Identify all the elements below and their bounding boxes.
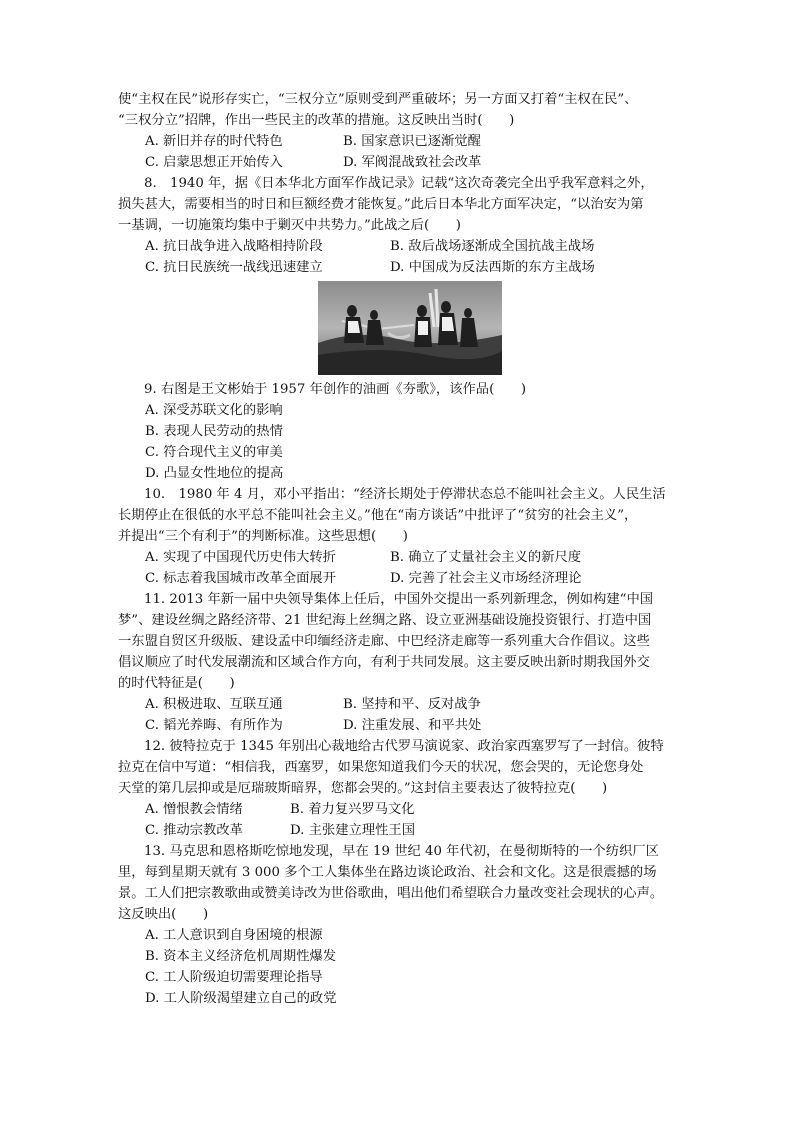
option-d[interactable]: D. 军阀混战致社会改革 [343,155,482,170]
option-b[interactable]: B. 敌后战场逐渐成全国抗战主战场 [390,239,595,254]
question-text-line: 11. 2013 年新一届中央领导集体上任后，中国外交提出一系列新理念，例如构建“中国 [144,592,654,607]
question-11 [118,589,678,736]
option-a[interactable]: A. 实现了中国现代历史伟大转折 [145,550,336,565]
question-text-line: “三权分立”招牌，作出一些民主的改革的措施。这反映出当时( ) [118,113,515,128]
question-text-line: 拉克在信中写道：“相信我，西塞罗，如果您知道我们今天的状况，您会哭的，无论您身处 [118,760,644,775]
option-b[interactable]: B. 坚持和平、反对战争 [343,697,481,712]
option-c[interactable]: C. 启蒙思想正开始传入 [145,155,283,170]
question-text-line: 10. 1980 年 4 月，邓小平指出：“经济长期处于停滞状态总不能叫社会主义。人民生活 [144,487,666,502]
option-b[interactable]: B. 资本主义经济危机周期性爆发 [145,949,337,964]
option-d[interactable]: D. 注重发展、和平共处 [343,718,482,733]
options-row [118,799,678,820]
question-text-line: 倡议顺应了时代发展潮流和区域合作方向，有利于共同发展。这主要反映出新时期我国外交 [118,655,650,670]
options-row [118,547,678,568]
option-b[interactable]: B. 着力复兴罗马文化 [290,802,415,817]
option-a[interactable]: A. 抗日战争进入战略相持阶段 [145,239,323,254]
options-row [118,715,678,736]
option-a[interactable]: A. 憎恨教会情绪 [145,802,243,817]
options-row [118,257,678,278]
question-text-line: 12. 彼特拉克于 1345 年别出心裁地给古代罗马演说家、政治家西塞罗写了一封信。彼特 [144,739,664,754]
option-c[interactable]: C. 符合现代主义的审美 [145,445,283,460]
option-a[interactable]: A. 新旧并存的时代特色 [145,134,283,149]
question-10 [118,484,678,589]
question-text-line: 13. 马克思和恩格斯吃惊地发现，早在 19 世纪 40 年代初，在曼彻斯特的一个纺织厂区 [144,844,659,859]
option-a[interactable]: A. 深受苏联文化的影响 [145,403,283,418]
question-text-line: 一东盟自贸区升级版、建设孟中印缅经济走廊、中巴经济走廊等一系列重大合作倡议。这些 [118,634,650,649]
options-row [118,131,678,152]
option-d[interactable]: D. 中国成为反法西斯的东方主战场 [390,260,595,275]
option-b[interactable]: B. 确立了丈量社会主义的新尺度 [390,550,582,565]
painting-image [318,281,502,375]
option-b[interactable]: B. 表现人民劳动的热情 [145,424,283,439]
question-text-line: 使“主权在民”说形存实亡，“三权分立”原则受到严重破坏；另一方面又打着“主权在民”、 [118,92,638,107]
question-text-line: 这反映出( ) [118,907,209,922]
figure-area [118,281,678,376]
option-c[interactable]: C. 标志着我国城市改革全面展开 [145,571,337,586]
question-text-line: 损失甚大，需要相当的时日和巨额经费才能恢复。”此后日本华北方面军决定，“以治安为第 [118,197,644,212]
option-a[interactable]: A. 积极进取、互联互通 [145,697,283,712]
question-text-line: 并提出“三个有利于”的判断标准。这些思想( ) [118,529,408,544]
options-row [118,820,678,841]
options-row [118,236,678,257]
question-9 [118,379,678,484]
option-d[interactable]: D. 完善了社会主义市场经济理论 [390,571,582,586]
question-text-line: 8. 1940 年，据《日本华北方面军作战记录》记载“这次奇袭完全出乎我军意料之外， [144,176,654,191]
option-d[interactable]: D. 主张建立理性王国 [290,823,416,838]
question-text-line: 天堂的第几层抑或是厄瑞玻斯暗界，您都会哭的。”这封信主要表达了彼特拉克( ) [118,781,608,796]
question-text-line: 景。工人们把宗教歌曲或赞美诗改为世俗歌曲，唱出他们希望联合力量改变社会现状的心声。 [118,886,664,901]
options-row [118,568,678,589]
question-7-continuation [118,89,678,173]
option-c[interactable]: C. 抗日民族统一战线迅速建立 [145,260,323,275]
option-d[interactable]: D. 工人阶级渴望建立自己的政党 [145,991,337,1006]
options-row [118,152,678,173]
option-c[interactable]: C. 推动宗教改革 [145,823,243,838]
question-13 [118,841,678,1009]
question-list [118,89,678,1009]
option-a[interactable]: A. 工人意识到自身困境的根源 [145,928,323,943]
question-text-line: 梦”、建设丝绸之路经济带、21 世纪海上丝绸之路、设立亚洲基础设施投资银行、打造中国 [118,613,652,628]
question-text-line: 长期停止在很低的水平总不能叫社会主义。”他在“南方谈话”中批评了“贫穷的社会主义”， [118,508,638,523]
options-row [118,694,678,715]
option-d[interactable]: D. 凸显女性地位的提高 [145,466,284,481]
question-12 [118,736,678,841]
question-8 [118,173,678,278]
question-text-line: 一基调，一切施策均集中于剿灭中共势力。”此战之后( ) [118,218,461,233]
option-c[interactable]: C. 工人阶级迫切需要理论指导 [145,970,323,985]
question-text-line: 里，每到星期天就有 3 000 多个工人集体坐在路边谈论政治、社会和文化。这是很震撼的场 [118,865,657,880]
question-text-line: 的时代特征是( ) [118,676,235,691]
option-b[interactable]: B. 国家意识已逐渐觉醒 [343,134,481,149]
question-text-line: 9. 右图是王文彬始于 1957 年创作的油画《夯歌》，该作品( ) [144,382,527,397]
option-c[interactable]: C. 韬光养晦、有所作为 [145,718,283,733]
